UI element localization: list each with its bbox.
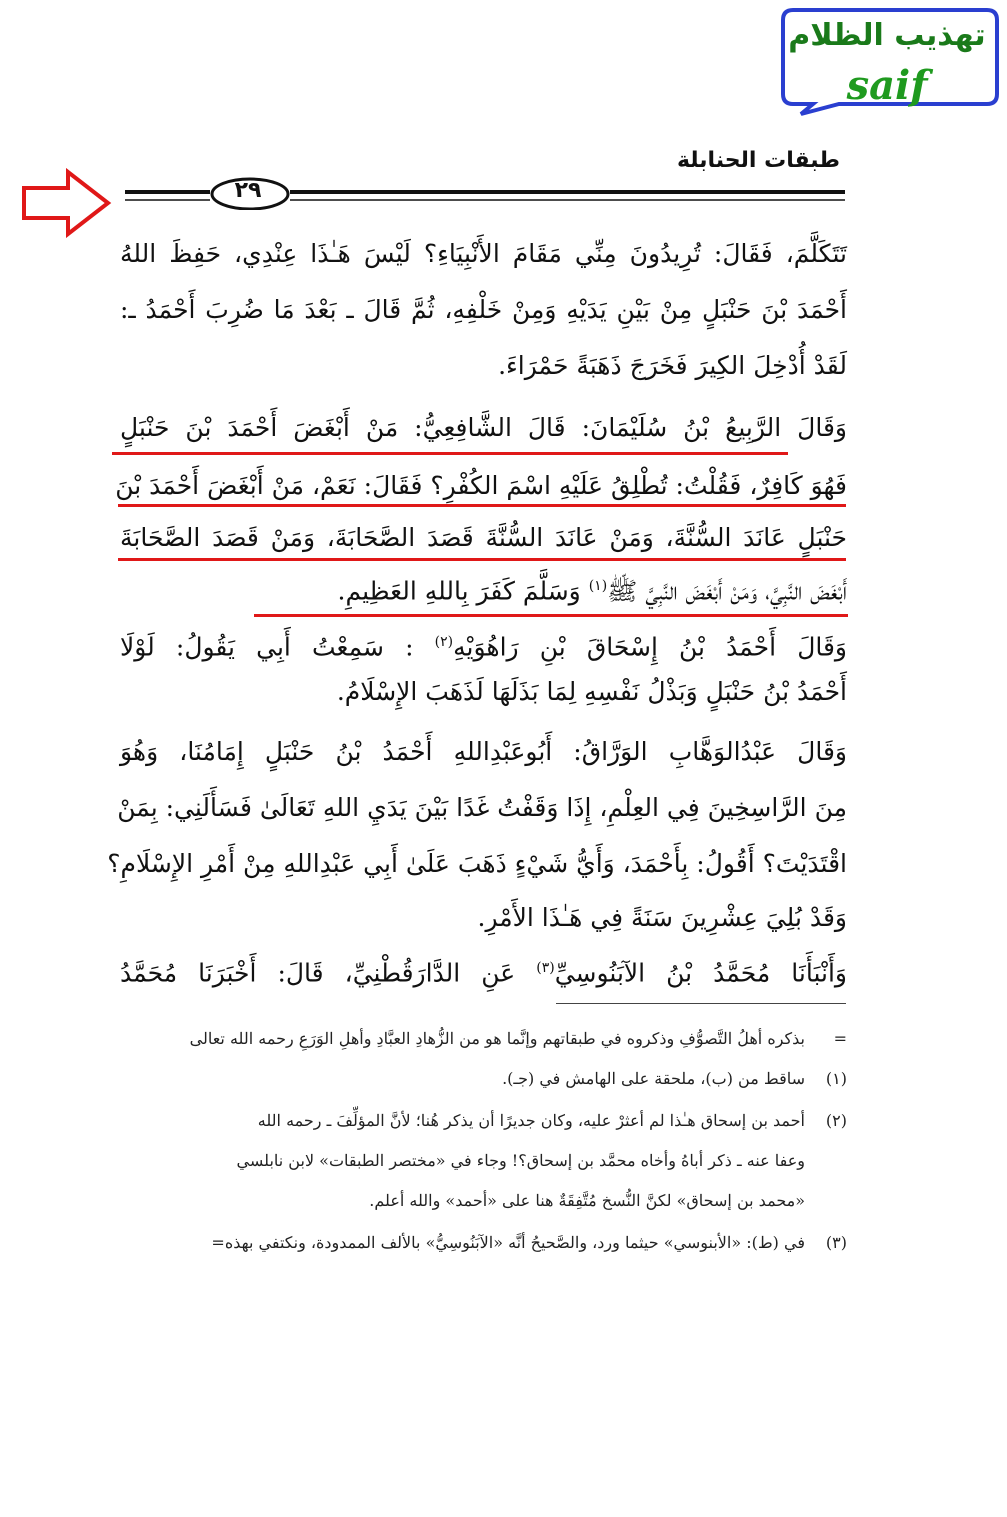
red-arrow-icon [20,168,112,242]
footnote-line [120,1232,847,1254]
body-line [120,952,847,989]
footnote-text: أحمد بن إسحاق هـٰذا لم أعثرْ عليه، وكان جديرًا أن يذكر هُنا؛ لأنَّ المؤلِّفَ ـ رحمه الله [257,1111,805,1130]
footnote-text: وعفا عنه ـ ذكر أباهُ وأخاه محمَّد بن إسحاق؟! وجاء في «مختصر الطبقات» لابن نابلسي [236,1151,805,1170]
footnote-separator [556,1003,846,1004]
body-line: تَتَكَلَّمَ، فَقَالَ: تُرِيدُونَ مِنِّي مَقَامَ الأَنْبِيَاءِ؟ لَيْسَ هَـٰذَا عِنْدِي، حَفِظَ اللهُ [120,239,847,268]
footnote-number: = [833,1029,847,1048]
watermark-logo [779,6,1001,116]
footnote-text: بذكره أهلُ التَّصوُّفِ وذكروه في طبقاتهم وإنَّما هو من الزُّهادِ العبَّادِ وأهلِ الوَرَعِ رحمه الله تعالى [189,1029,805,1048]
footnote-ref: (١) [588,578,608,594]
running-header-title: طبقات الحنابلة [676,148,840,173]
footnote-number: (٢) [825,1111,847,1130]
red-underline [118,504,846,507]
footnote-text: «محمد بن إسحاق» لكنَّ النُّسخ مُتَّفِقَةٌ هنا على «أحمد» والله أعلم. [369,1191,805,1210]
body-text-segment: : سَمِعْتُ أَبِي يَقُولُ: لَوْلَا [120,632,414,662]
body-line: وَقَالَ عَبْدُالوَهَّابِ الوَرَّاقُ: أَبُوعَبْدِاللهِ أَحْمَدُ بْنُ حَنْبَلٍ إِمَامُنَا، وَهُوَ [120,737,847,766]
footnote-number: (٣) [825,1233,847,1252]
red-underline [254,614,848,617]
body-line: لَقَدْ أُدْخِلَ الكِيرَ فَخَرَجَ ذَهَبَةً حَمْرَاءَ. [498,351,847,380]
footnote-text: ساقط من (ب)، ملحقة على الهامش في (جـ). [502,1069,805,1088]
body-text-segment: وَقَالَ أَحْمَدُ بْنُ إِسْحَاقَ بْنِ رَاهُوَيْهِ [453,632,848,662]
body-line: وَقَدْ بُلِيَ عِشْرِينَ سَنَةً فِي هَـٰذَا الأَمْرِ. [477,903,847,932]
body-line: فَهُوَ كَافِرٌ، فَقُلْتُ: تُطْلِقُ عَلَيْهِ اسْمَ الكُفْرِ؟ فَقَالَ: نَعَمْ، مَنْ أَبْغَضَ أَحْمَدَ بْنَ [115,471,847,500]
body-line [120,570,847,607]
body-text-segment: وَسَلَّمَ كَفَرَ بِاللهِ العَظِيمِ. [337,576,581,606]
body-line: مِنَ الرَّاسِخِينَ فِي العِلْمِ، إِذَا وَقَفْتُ غَدًا بَيْنَ يَدَيِ اللهِ تَعَالَىٰ فَسَأَلَنِي: بِمَنْ [117,793,847,822]
body-line: أَحْمَدَ بْنَ حَنْبَلٍ مِنْ بَيْنِ يَدَيْهِ وَمِنْ خَلْفِهِ، ثُمَّ قَالَ ـ بَعْدَ مَا ضُرِبَ أَحْمَدُ ـ: [120,295,847,324]
page-number: ٢٩ [234,178,262,203]
red-underline [112,452,788,455]
body-line: اقْتَدَيْتَ؟ أَقُولُ: بِأَحْمَدَ، وَأَيُّ شَيْءٍ ذَهَبَ عَلَىٰ أَبِي عَبْدِاللهِ مِنْ أَمْرِ الإِسْلَامِ؟ [107,849,847,878]
body-text-segment: أَبْغَضَ النَّبِيَّ، وَمَنْ أَبْغَضَ النَّبِيَّ ﷺ [607,576,847,606]
watermark-line1: تهذيب الظلام [788,18,986,53]
body-line: وَقَالَ الرَّبِيعُ بْنُ سُلَيْمَانَ: قَالَ الشَّافِعِيُّ: مَنْ أَبْغَضَ أَحْمَدَ بْنَ حَنْبَلٍ [120,413,847,442]
footnote-line [120,1190,847,1212]
footnote-text: في (ط): «الأبنوسي» حيثما ورد، والصَّحيحُ أنَّه «الآبَنُوسِيُّ» بالألف الممدودة، ونكتفي بهذه= [211,1233,805,1252]
footnote-line [120,1028,847,1050]
body-line: أَحْمَدُ بْنُ حَنْبَلٍ وَبَذْلُ نَفْسِهِ لِمَا بَذَلَهَا لَذَهَبَ الإِسْلَامُ. [336,677,847,706]
body-text-segment: وَأَنْبَأَنَا مُحَمَّدُ بْنُ الآبَنُوسِيِّ [554,958,847,988]
body-text-segment: عَنِ الدَّارَقُطْنِيِّ، قَالَ: أَخْبَرَنَا مُحَمَّدُ [120,958,516,988]
footnote-line [120,1068,847,1090]
footnote-number: (١) [825,1069,847,1088]
watermark-line2: saif [846,62,928,109]
footnote-line [120,1150,847,1172]
red-underline [118,558,846,561]
body-line [120,626,847,663]
footnote-ref: (٣) [536,960,555,976]
body-line: حَنْبَلٍ عَانَدَ السُّنَّةَ، وَمَنْ عَانَدَ السُّنَّةَ قَصَدَ الصَّحَابَةَ، وَمَنْ قَصَدَ الصَّحَابَةَ [120,523,847,552]
footnote-line [120,1110,847,1132]
footnote-ref: (٢) [434,634,454,650]
